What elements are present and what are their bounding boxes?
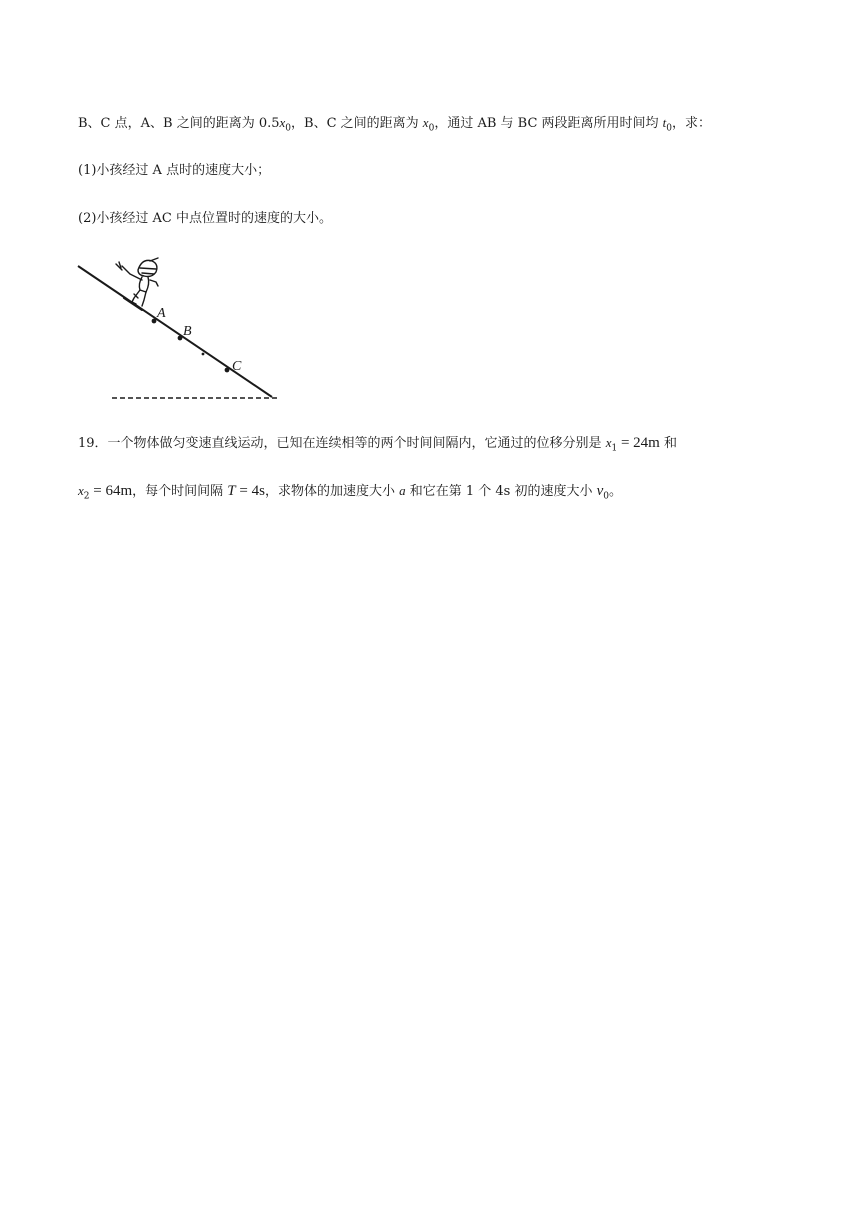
T-variable: T bbox=[227, 483, 236, 499]
t0-variable: t bbox=[662, 115, 667, 130]
x0-variable-2: x bbox=[422, 115, 429, 130]
t0-subscript: 0 bbox=[666, 123, 673, 134]
q19-text-and: 和 bbox=[659, 436, 677, 451]
label-b: B bbox=[183, 324, 192, 339]
skier-slope-figure bbox=[72, 252, 287, 406]
x1-value: = 24m bbox=[617, 435, 660, 451]
q18-text-part2: ，B、C 之间的距离为 bbox=[291, 116, 423, 131]
q19-text-part3: 和它在第 1 个 4s 初的速度大小 bbox=[405, 484, 597, 499]
skier-icon bbox=[116, 258, 158, 310]
point-a bbox=[152, 319, 157, 324]
v-subscript: 0 bbox=[603, 491, 609, 502]
x0-variable: x bbox=[279, 115, 286, 130]
q18-text-part3: ，通过 AB 与 BC 两段距离所用时间均 bbox=[434, 116, 663, 131]
slope-diagram bbox=[72, 252, 287, 402]
q19-text-part2: ，求物体的加速度大小 bbox=[264, 484, 400, 499]
x0-subscript: 0 bbox=[285, 123, 292, 134]
q18-text-part4: ，求： bbox=[672, 116, 712, 131]
q18-statement-line bbox=[78, 114, 711, 138]
x1-subscript: 1 bbox=[611, 443, 618, 454]
label-a: A bbox=[157, 306, 166, 321]
point-b bbox=[178, 336, 183, 341]
q19-text: 一个物体做匀变速直线运动，已知在连续相等的两个时间间隔内，它通过的位移分别是 bbox=[107, 436, 606, 451]
q19-text-part4: 。 bbox=[609, 484, 623, 499]
x0-subscript-2: 0 bbox=[428, 123, 435, 134]
v-variable: v bbox=[596, 483, 604, 499]
q19-statement-line-1 bbox=[78, 434, 677, 458]
label-c: C bbox=[232, 359, 242, 374]
q19-text-part1: ，每个时间间隔 bbox=[132, 484, 228, 499]
q18-part-2: (2)小孩经过 AC 中点位置时的速度的大小。 bbox=[78, 211, 333, 226]
x1-variable: x bbox=[605, 435, 612, 450]
x2-value: = 64m bbox=[89, 483, 133, 499]
q18-part-1: (1)小孩经过 A 点时的速度大小； bbox=[78, 163, 271, 178]
a-variable: a bbox=[399, 483, 406, 498]
T-value: = 4s bbox=[235, 483, 265, 499]
q19-statement-line-2 bbox=[78, 482, 622, 506]
x2-subscript: 2 bbox=[83, 491, 90, 502]
q18-text-part1: B、C 点，A、B 之间的距离为 0.5 bbox=[78, 116, 280, 131]
q19-number: 19． bbox=[78, 436, 108, 451]
x2-variable: x bbox=[78, 483, 84, 498]
point-c bbox=[225, 368, 230, 373]
point-mid bbox=[202, 353, 205, 356]
slope-line bbox=[78, 266, 272, 397]
